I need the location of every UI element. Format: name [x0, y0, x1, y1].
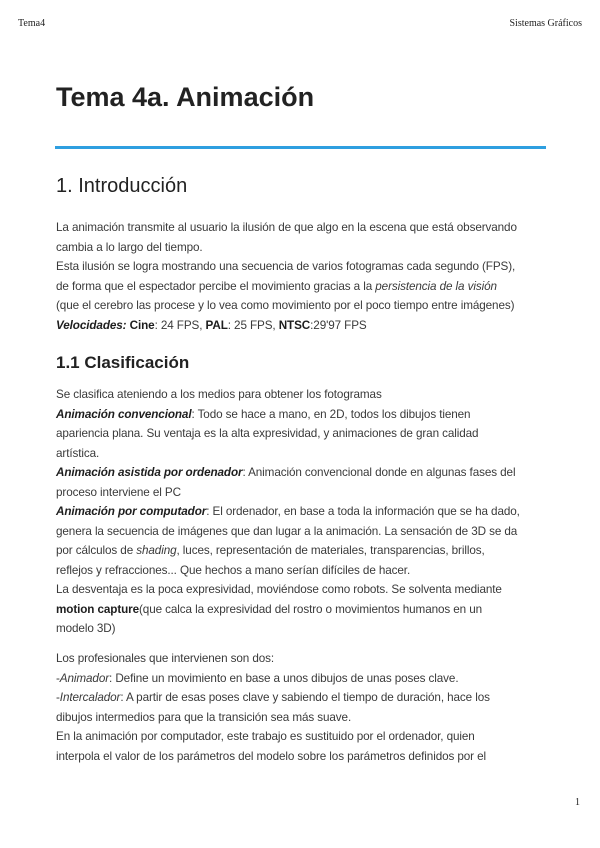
intercalador-line: [56, 688, 556, 708]
intro-text: de forma que el espectador percibe el movimiento gracias a la: [56, 279, 376, 293]
intro-line: Esta ilusión se logra mostrando una secuencia de varios fotogramas cada segundo (FPS),: [56, 260, 516, 273]
desventaja-line: La desventaja es la poca expresividad, moviéndose como robots. Se solventa mediante: [56, 583, 502, 596]
asis-line: [56, 463, 556, 483]
comp-line: [56, 502, 556, 522]
shading-term: shading: [136, 544, 177, 557]
comp-label: Animación por computador: [56, 505, 207, 518]
intro-line: (que el cerebro las procese y lo vea como movimiento por el poco tiempo entre imágenes): [56, 299, 515, 312]
mocap-line: [56, 600, 556, 620]
cine-label: Cine: [129, 318, 155, 332]
animador-line: [56, 669, 556, 689]
profesionales-paragraph: [56, 649, 556, 766]
section-heading-introduccion: 1. Introducción: [56, 175, 188, 197]
subsection-heading-clasificacion: 1.1 Clasificación: [56, 353, 190, 372]
comp-text: , luces, representación de materiales, transparencias, brillos,: [176, 544, 485, 557]
mocap-line: modelo 3D): [56, 622, 116, 635]
asis-label: Animación asistida por ordenador: [56, 466, 243, 479]
asis-line: proceso interviene el PC: [56, 485, 181, 499]
intercalador-dash: -: [56, 691, 60, 704]
conv-label: Animación convencional: [56, 407, 192, 421]
page-number: 1: [575, 797, 580, 808]
pal-value: : 25 FPS,: [227, 318, 279, 332]
comp-line: genera la secuencia de imágenes que dan lugar a la animación. La sensación de 3D se da: [56, 524, 518, 538]
velocidades-label: Velocidades:: [56, 318, 127, 332]
ntsc-value: :29'97 FPS: [310, 318, 367, 332]
comp-line: reflejos y refracciones... Que hechos a mano serían difíciles de hacer.: [56, 563, 411, 577]
computador-line: En la animación por computador, este trabajo es sustituido por el ordenador, quien: [56, 730, 475, 743]
cine-value: : 24 FPS,: [154, 318, 206, 332]
animador-dash: -: [56, 671, 60, 685]
intro-line: [56, 277, 556, 297]
running-header-left: Tema4: [18, 18, 46, 29]
comp-text: por cálculos de: [56, 544, 137, 557]
running-header-right: Sistemas Gráficos: [509, 18, 582, 29]
intercalador-line: dibujos intermedios para que la transición sea más suave.: [56, 710, 352, 724]
conv-line: [56, 405, 556, 425]
computador-line: interpola el valor de los parámetros del modelo sobre los parámetros definidos por el: [56, 749, 487, 763]
intro-line: cambia a lo largo del tiempo.: [56, 240, 203, 254]
asis-text: : Animación convencional donde en algunas fases del: [242, 466, 516, 479]
velocidades-line: [56, 316, 556, 336]
animador-label: Animador: [59, 671, 110, 685]
pal-label: PAL: [205, 318, 228, 332]
mocap-label: motion capture: [56, 602, 140, 616]
conv-text: : Todo se hace a mano, en 2D, todos los dibujos tienen: [191, 407, 471, 421]
title-divider: [55, 146, 546, 149]
intro-paragraph: [56, 218, 556, 335]
intro-line: La animación transmite al usuario la ilusión de que algo en la escena que está observando: [56, 221, 517, 234]
ntsc-label: NTSC: [278, 318, 311, 332]
comp-text: : El ordenador, en base a toda la información que se ha dado,: [206, 505, 520, 518]
clasificacion-paragraph: [56, 385, 556, 639]
conv-line: artística.: [56, 446, 100, 460]
mocap-text: (que calca la expresividad del rostro o movimientos humanos en un: [139, 602, 483, 616]
intercalador-text: : A partir de esas poses clave y sabiendo el tiempo de duración, hace los: [120, 691, 490, 704]
clasificacion-intro: Se clasifica ateniendo a los medios para obtener los fotogramas: [56, 388, 382, 401]
intercalador-label: Intercalador: [59, 691, 121, 704]
conv-line: apariencia plana. Su ventaja es la alta expresividad, y animaciones de gran calidad: [56, 427, 479, 440]
comp-line: [56, 541, 556, 561]
profesionales-intro: Los profesionales que intervienen son dos:: [56, 652, 275, 665]
persistence-term: persistencia de la visión: [375, 279, 497, 293]
animador-text: : Define un movimiento en base a unos dibujos de unas poses clave.: [109, 671, 459, 685]
document-title: Tema 4a. Animación: [56, 82, 315, 112]
